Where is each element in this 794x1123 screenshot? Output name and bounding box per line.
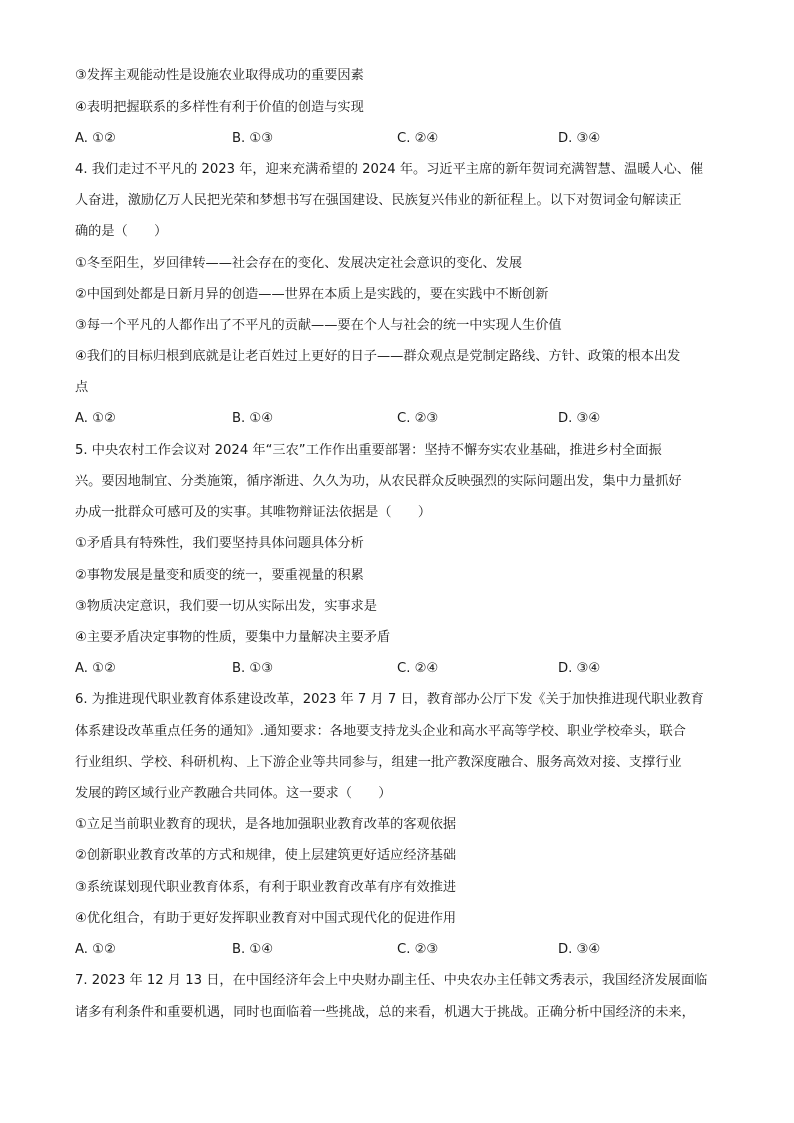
options-row-q3 xyxy=(75,129,735,149)
question-7-stem: 诸多有利条件和重要机遇，同时也面临着一些挑战，总的来看，机遇大于挑战。正确分析中国经济的未来， xyxy=(75,1005,695,1020)
question-7-stem: 7. 2023 年 12 月 13 日，在中国经济年会上中央财办副主任、中央农办主任韩文秀表示，我国经济发展面临 xyxy=(75,973,708,988)
options-row-q6 xyxy=(75,940,735,960)
statement-3: ③物质决定意识，我们要一切从实际出发，实事求是 xyxy=(75,599,377,614)
option-c: C. ②④ xyxy=(397,131,439,146)
option-a: A. ①② xyxy=(75,131,116,146)
statement-3: ③发挥主观能动性是设施农业取得成功的重要因素 xyxy=(75,68,364,83)
option-b: B. ①④ xyxy=(232,411,274,426)
statement-2: ②中国到处都是日新月异的创造——世界在本质上是实践的，要在实践中不断创新 xyxy=(75,287,549,302)
option-b: B. ①④ xyxy=(232,942,274,957)
statement-3: ③系统谋划现代职业教育体系，有利于职业教育改革有序有效推进 xyxy=(75,880,457,895)
question-4-stem: 人奋进，激励亿万人民把光荣和梦想书写在强国建设、民族复兴伟业的新征程上。以下对贺词金句解读正 xyxy=(75,193,682,208)
question-5-stem: 5. 中央农村工作会议对 2024 年“三农”工作作出重要部署：坚持不懈夯实农业基础，推进乡村全面振 xyxy=(75,443,662,458)
option-a: A. ①② xyxy=(75,411,116,426)
option-a: A. ①② xyxy=(75,661,116,676)
question-6-stem: 行业组织、学校、科研机构、上下游企业等共同参与，组建一批产教深度融合、服务高效对接、支撑行业 xyxy=(75,755,682,770)
option-c: C. ②③ xyxy=(397,942,439,957)
option-d: D. ③④ xyxy=(558,131,601,146)
statement-4: ④表明把握联系的多样性有利于价值的创造与实现 xyxy=(75,100,364,115)
option-b: B. ①③ xyxy=(232,131,274,146)
option-d: D. ③④ xyxy=(558,942,601,957)
option-c: C. ②③ xyxy=(397,411,439,426)
question-4-stem: 4. 我们走过不平凡的 2023 年，迎来充满希望的 2024 年。习近平主席的新年贺词充满智慧、温暖人心、催 xyxy=(75,162,704,177)
statement-1: ①立足当前职业教育的现状，是各地加强职业教育改革的客观依据 xyxy=(75,817,457,832)
question-4-stem: 确的是（ ） xyxy=(75,224,168,239)
statement-4: ④优化组合，有助于更好发挥职业教育对中国式现代化的促进作用 xyxy=(75,911,457,926)
statement-2: ②事物发展是量变和质变的统一，要重视量的积累 xyxy=(75,568,364,583)
statement-1: ①矛盾具有特殊性，我们要坚持具体问题具体分析 xyxy=(75,536,364,551)
statement-3: ③每一个平凡的人都作出了不平凡的贡献——要在个人与社会的统一中实现人生价值 xyxy=(75,318,562,333)
options-row-q4 xyxy=(75,409,735,429)
option-c: C. ②④ xyxy=(397,661,439,676)
option-d: D. ③④ xyxy=(558,661,601,676)
option-b: B. ①③ xyxy=(232,661,274,676)
question-6-stem: 发展的跨区域行业产教融合共同体。这一要求（ ） xyxy=(75,786,392,801)
options-row-q5 xyxy=(75,659,735,679)
question-5-stem: 兴。要因地制宜、分类施策，循序渐进、久久为功，从农民群众反映强烈的实际问题出发，集中力量抓好 xyxy=(75,474,682,489)
question-6-stem: 6. 为推进现代职业教育体系建设改革，2023 年 7 月 7 日，教育部办公厅下发《关于加快推进现代职业教育 xyxy=(75,692,704,707)
option-d: D. ③④ xyxy=(558,411,601,426)
question-6-stem: 体系建设改革重点任务的通知》.通知要求：各地要支持龙头企业和高水平高等学校、职业学校牵头，联合 xyxy=(75,724,686,739)
statement-1: ①冬至阳生，岁回律转——社会存在的变化、发展决定社会意识的变化、发展 xyxy=(75,256,523,271)
question-5-stem: 办成一批群众可感可及的实事。其唯物辩证法依据是（ ） xyxy=(75,505,432,520)
statement-4-cont: 点 xyxy=(75,380,89,395)
statement-4: ④我们的目标归根到底就是让老百姓过上更好的日子——群众观点是党制定路线、方针、政策的根本出发 xyxy=(75,349,681,364)
option-a: A. ①② xyxy=(75,942,116,957)
statement-4: ④主要矛盾决定事物的性质，要集中力量解决主要矛盾 xyxy=(75,630,391,645)
statement-2: ②创新职业教育改革的方式和规律，使上层建筑更好适应经济基础 xyxy=(75,848,457,863)
